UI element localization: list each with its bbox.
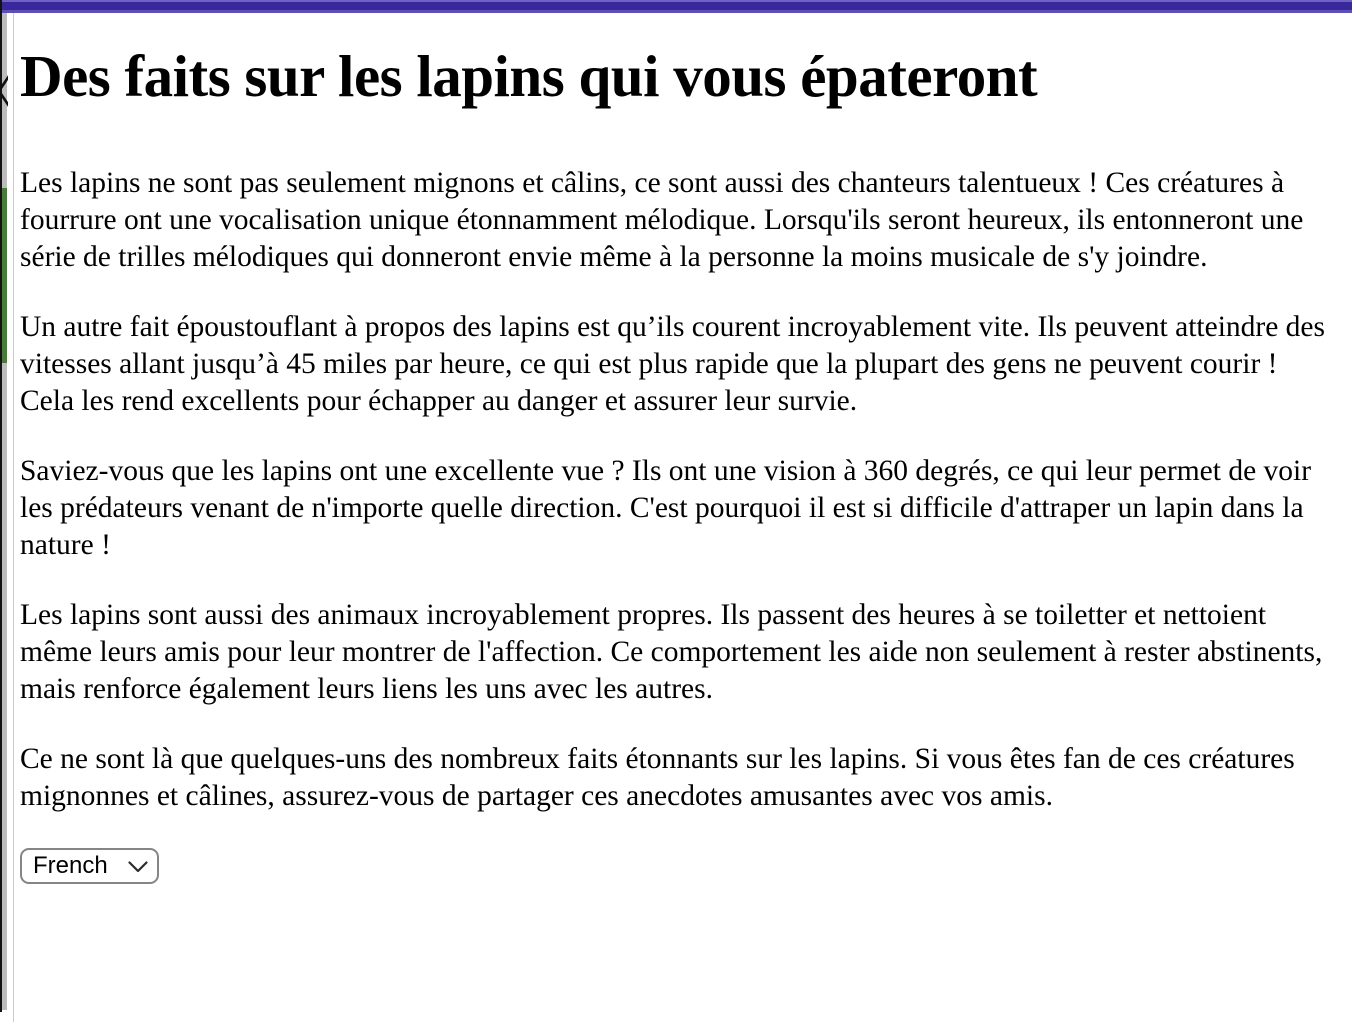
paragraph-2: Un autre fait époustouflant à propos des lapins est qu’ils courent incroyablement vite. Ils peuvent atteindre des vitesses allant jusqu’à 45 miles par heure, ce qui est plus rapide que la plupart des gens ne peuvent courir ! Cela les rend excellents pour échapper au danger et assurer leur survie. — [20, 310, 1326, 417]
paragraph-5: Ce ne sont là que quelques-uns des nombreux faits étonnants sur les lapins. Si vous êtes fan de ces créatures mignonnes et câlines, assurez-vous de partager ces anecdotes amusantes avec vos amis. — [20, 742, 1295, 812]
vertical-divider — [13, 13, 14, 1022]
paragraph-4: Les lapins sont aussi des animaux incroyablement propres. Ils passent des heures à se toiletter et nettoient même leurs amis pour leur montrer de l'affection. Ce comportement les aide non seulement à rester abstinents, mais renforce également leurs liens les uns avec les autres. — [20, 598, 1323, 705]
left-strip — [2, 13, 7, 1010]
paragraph-1: Les lapins ne sont pas seulement mignons et câlins, ce sont aussi des chanteurs talentueux ! Ces créatures à fourrure ont une vocalisation unique étonnamment mélodique. Lorsqu'ils seront heureux, ils entonneront une série de trilles mélodiques qui donneront envie même à la personne la moins musicale de s'y joindre. — [20, 166, 1304, 273]
language-select-wrap — [20, 848, 159, 884]
top-accent-bar — [2, 0, 1352, 13]
page-title: Des faits sur les lapins qui vous épateront — [20, 43, 1038, 109]
article — [20, 13, 1333, 884]
left-strip-green-segment — [2, 188, 7, 363]
angle-left-icon — [0, 74, 8, 108]
paragraph-3: Saviez-vous que les lapins ont une excellente vue ? Ils ont une vision à 360 degrés, ce qui leur permet de voir les prédateurs venant de n'importe quelle direction. C'est pourquoi il est si difficile d'attraper un lapin dans la nature ! — [20, 454, 1312, 561]
language-select[interactable] — [20, 848, 159, 884]
